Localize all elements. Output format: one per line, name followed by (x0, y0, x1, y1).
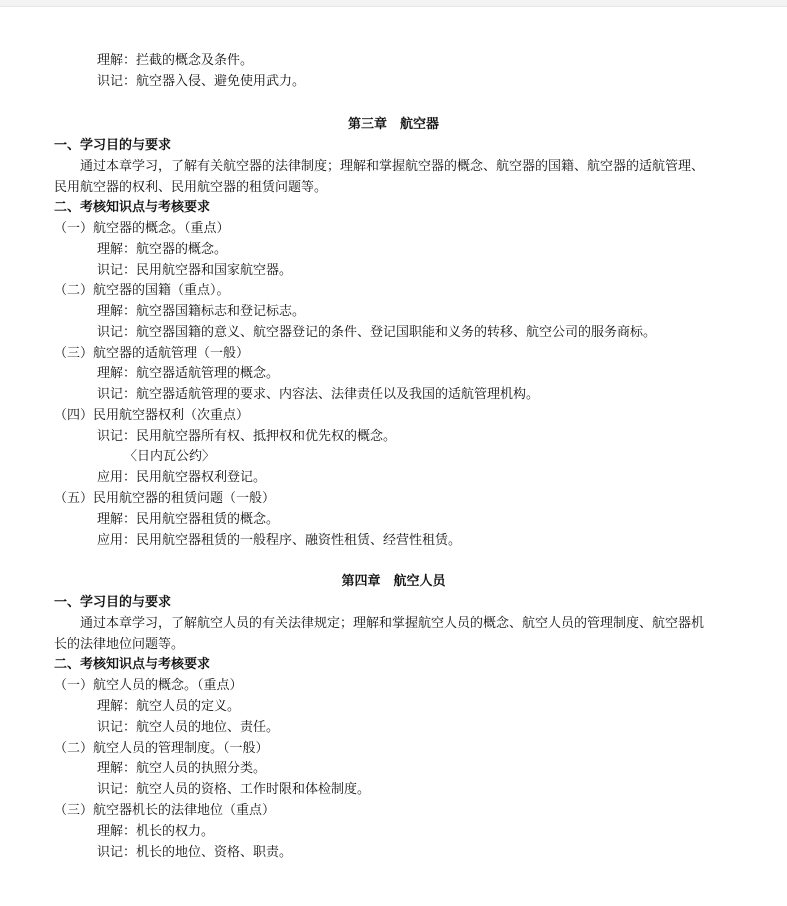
chapter-4-item-2-line-2: 识记：航空人员的资格、工作时限和体检制度。 (97, 782, 371, 797)
chapter-4-item-3-line-1: 理解：机长的权力。 (97, 824, 215, 839)
chapter-3-item-1-line-1: 理解：航空器的概念。 (97, 242, 228, 257)
chapter-4-title: 第四章 航空人员 (341, 574, 446, 589)
chapter-3-item-2-line-1: 理解：航空器国籍标志和登记标志。 (97, 304, 306, 319)
chapter-4-item-3-label: （三）航空器机长的法律地位（重点） (54, 803, 276, 818)
chapter-4-section-1-title: 一、学习目的与要求 (54, 595, 172, 610)
chapter-3-item-5-line-1: 理解：民用航空器租赁的概念。 (97, 512, 280, 527)
chapter-3-item-3-label: （三）航空器的适航管理（一般） (54, 346, 250, 361)
top-understand-line: 理解：拦截的概念及条件。 (97, 53, 254, 68)
chapter-4-item-3-line-2: 识记：机长的地位、资格、职责。 (97, 845, 293, 860)
chapter-4-item-2-label: （二）航空人员的管理制度。（一般） (54, 741, 269, 756)
chapter-3-section-1-title: 一、学习目的与要求 (54, 138, 172, 153)
chapter-3-item-1-line-2: 识记：民用航空器和国家航空器。 (97, 263, 293, 278)
chapter-3-item-1-label: （一）航空器的概念。（重点） (54, 221, 230, 236)
chapter-4-section-1-text-line-1: 通过本章学习，了解航空人员的有关法律规定；理解和掌握航空人员的概念、航空人员的管理制度、航空器机 (80, 616, 705, 631)
chapter-3-item-2-line-2: 识记：航空器国籍的意义、航空器登记的条件、登记国职能和义务的转移、航空公司的服务商标。 (97, 325, 657, 340)
chapter-3-item-3-line-2: 识记：航空器适航管理的要求、内容法、法律责任以及我国的适航管理机构。 (97, 387, 540, 402)
chapter-3-item-3-line-1: 理解：航空器适航管理的概念。 (97, 366, 280, 381)
top-remember-line: 识记：航空器入侵、避免使用武力。 (97, 74, 306, 89)
chapter-3-section-1-text-line-1: 通过本章学习，了解有关航空器的法律制度；理解和掌握航空器的概念、航空器的国籍、航空器的适航管理、 (80, 159, 705, 174)
chapter-3-item-4-line-1: 识记：民用航空器所有权、抵押权和优先权的概念。 (97, 429, 397, 444)
chapter-3-section-2-title: 二、考核知识点与考核要求 (54, 200, 211, 215)
chapter-3-title: 第三章 航空器 (347, 117, 439, 132)
chapter-3-item-4-line-3: 应用：民用航空器权利登记。 (97, 470, 267, 485)
chapter-4-item-1-line-2: 识记：航空人员的地位、责任。 (97, 720, 280, 735)
chapter-3-item-2-label: （二）航空器的国籍（重点）。 (54, 283, 230, 298)
chapter-3-item-4-label: （四）民用航空器权利（次重点） (54, 408, 250, 423)
chapter-3-item-4-line-2: 〈日内瓦公约〉 (124, 449, 216, 464)
chapter-4-item-2-line-1: 理解：航空人员的执照分类。 (97, 761, 267, 776)
chapter-3-section-1-text-line-2: 民用航空器的权利、民用航空器的租赁问题等。 (54, 180, 328, 195)
chapter-4-section-1-text-line-2: 长的法律地位问题等。 (54, 637, 185, 652)
chapter-3-item-5-line-2: 应用：民用航空器租赁的一般程序、融资性租赁、经营性租赁。 (97, 533, 462, 548)
chapter-3-item-5-label: （五）民用航空器的租赁问题（一般） (54, 491, 276, 506)
chapter-4-item-1-line-1: 理解：航空人员的定义。 (97, 699, 241, 714)
chapter-4-section-2-title: 二、考核知识点与考核要求 (54, 657, 211, 672)
chapter-4-item-1-label: （一）航空人员的概念。（重点） (54, 678, 243, 693)
